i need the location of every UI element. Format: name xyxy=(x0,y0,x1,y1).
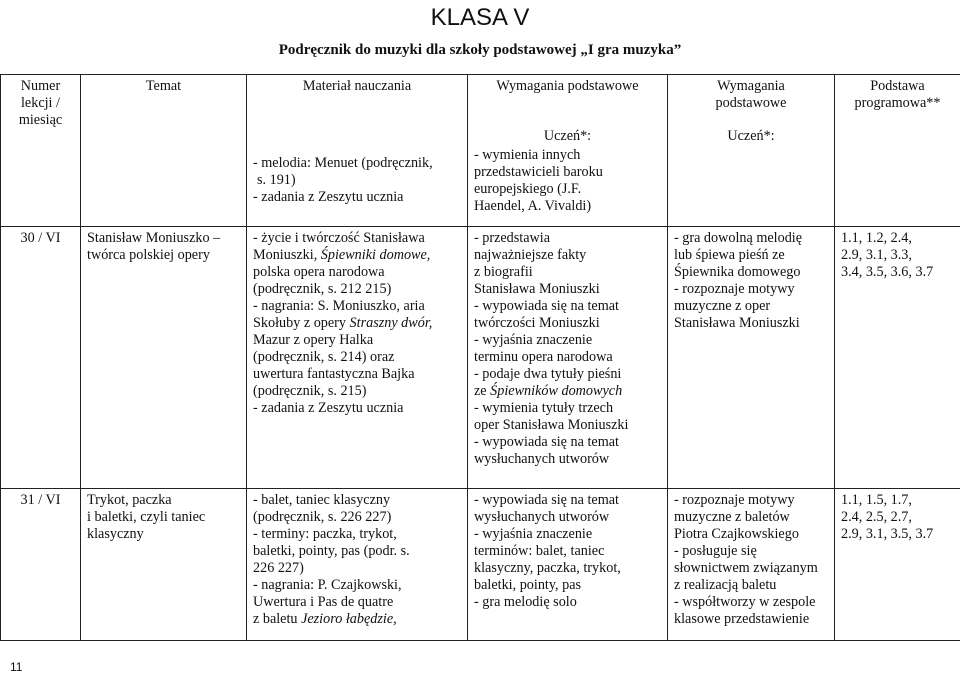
cell-material: - życie i twórczość Stanisława Moniuszki, Śpiewniki domowe, polska opera narodowa (podręcznik, s. 212 215) - nagrania: S. Moniuszko, aria Skołuby z opery Straszny dwór, Mazur z opery Halka (podręcznik, s. 214) oraz uwertura fantastyczna Bajka (podręcznik, s. 215) - zadania z Zeszytu ucznia xyxy=(247,227,468,489)
header-material: Materiał nauczania xyxy=(247,75,468,227)
cell-podstawa: 1.1, 1.2, 2.4, 2.9, 3.1, 3.3, 3.4, 3.5, 3.6, 3.7 xyxy=(835,227,960,489)
cell-podstawa: 1.1, 1.5, 1.7, 2.4, 2.5, 2.7, 2.9, 3.1, 3.5, 3.7 xyxy=(835,489,960,641)
uczen-label-1: Uczeń*: xyxy=(543,128,592,144)
row0-wymagania: - wymienia innych przedstawicieli baroku europejskiego (J.F. Haendel, A. Vivaldi) xyxy=(474,147,603,214)
table-row xyxy=(1,227,960,489)
page-title: KLASA V xyxy=(430,4,530,31)
cell-numer: 30 / VI xyxy=(1,227,81,489)
row0-material: - melodia: Menuet (podręcznik, s. 191) - zadania z Zeszytu ucznia xyxy=(253,155,433,205)
cell-wymagania-2: - rozpoznaje motywy muzyczne z baletów Piotra Czajkowskiego - posługuje się słownictwem związanym z realizacją baletu - współtworzy w zespole klasowe przedstawienie xyxy=(668,489,835,641)
table-row xyxy=(1,489,960,641)
header-temat: Temat xyxy=(81,75,247,227)
header-wymagania-2: Wymagania podstawowe Uczeń*: xyxy=(668,75,835,227)
header-wymagania-1: Wymagania podstawowe Uczeń*: - wymienia innych przedstawicieli baroku europejskiego (J.F. Haendel, A. Vivaldi) xyxy=(468,75,668,227)
uczen-label-2: Uczeń*: xyxy=(727,128,775,144)
header-podstawa: Podstawa programowa** xyxy=(835,75,960,227)
cell-temat: Stanisław Moniuszko – twórca polskiej opery xyxy=(81,227,247,489)
cell-wymagania-1: - wypowiada się na temat wysłuchanych utworów - wyjaśnia znaczenie terminów: balet, taniec klasyczny, paczka, trykot, baletki, pointy, pas - gra melodię solo xyxy=(468,489,668,641)
cell-material: - balet, taniec klasyczny (podręcznik, s. 226 227) - terminy: paczka, trykot, baletki, pointy, pas (podr. s. 226 227) - nagrania: P. Czajkowski, Uwertura i Pas de quatre z baletu Jezioro łabędzie, xyxy=(247,489,468,641)
curriculum-table xyxy=(0,74,960,641)
cell-wymagania-1: - przedstawia najważniejsze fakty z biografii Stanisława Moniuszki - wypowiada się na temat twórczości Moniuszki - wyjaśnia znaczenie terminu opera narodowa - podaje dwa tytuły pieśni ze Śpiewników domowych - wymienia tytuły trzech oper Stanisława Moniuszki - wypowiada się na temat wysłuchanych utworów xyxy=(468,227,668,489)
table-header-row xyxy=(1,75,960,227)
header-numer: Numer lekcji / miesiąc xyxy=(1,75,81,227)
cell-wymagania-2: - gra dowolną melodię lub śpiewa pieśń ze Śpiewnika domowego - rozpoznaje motywy muzyczne z oper Stanisława Moniuszki xyxy=(668,227,835,489)
document-subtitle: Podręcznik do muzyki dla szkoły podstawowej „I gra muzyka” xyxy=(278,42,682,58)
cell-temat: Trykot, paczka i baletki, czyli taniec klasyczny xyxy=(81,489,247,641)
page-number: 11 xyxy=(10,660,23,674)
cell-numer: 31 / VI xyxy=(1,489,81,641)
